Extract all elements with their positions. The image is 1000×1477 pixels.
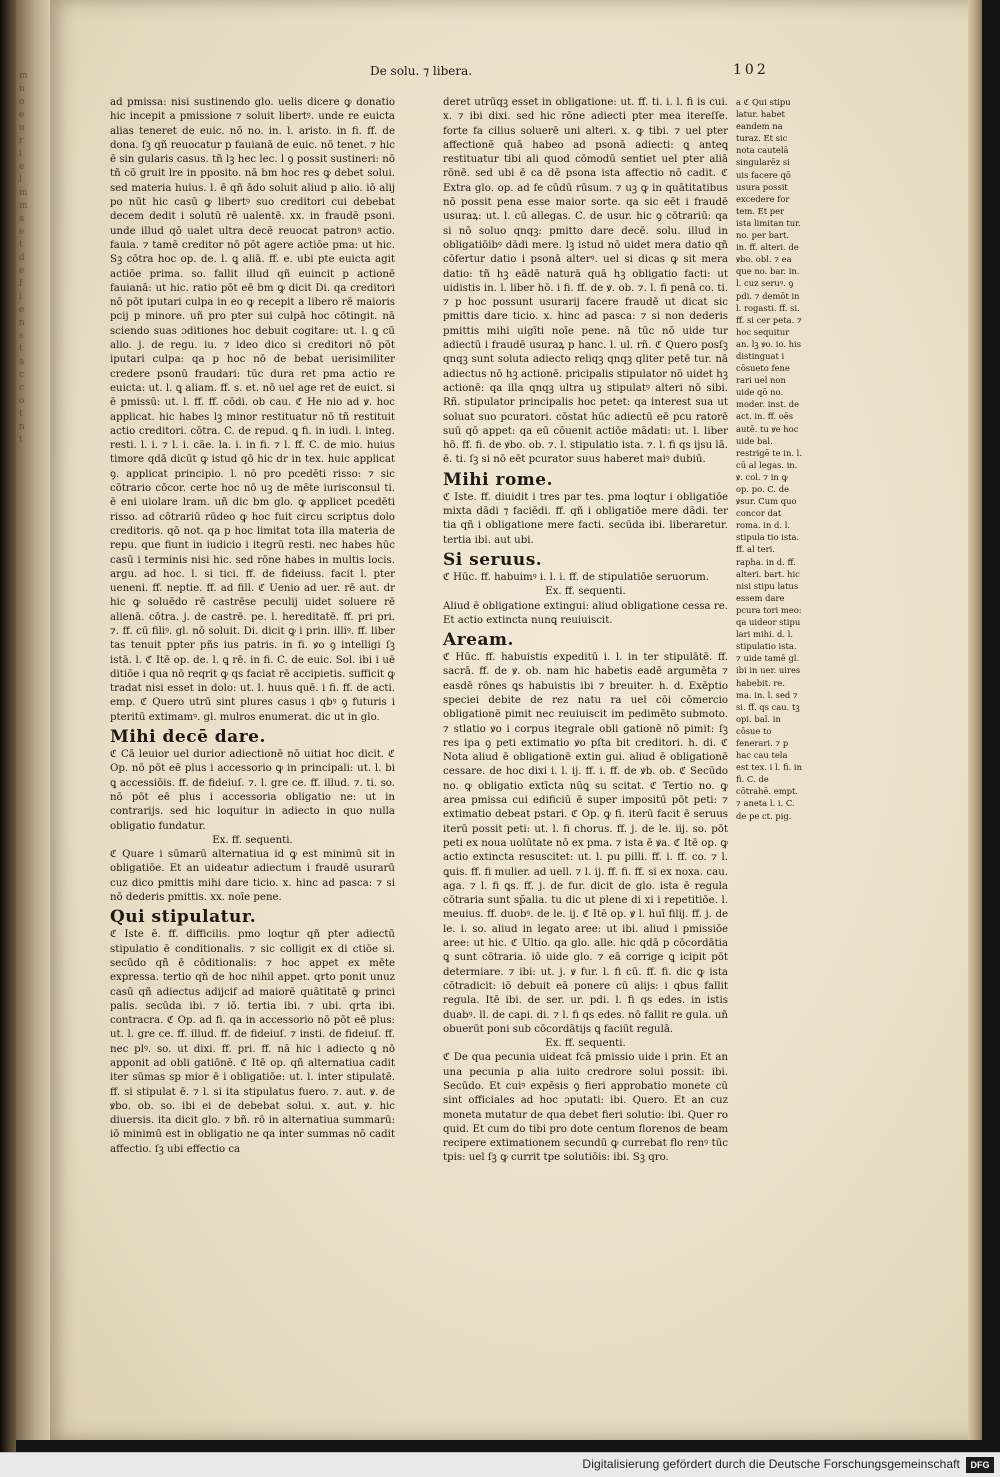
rubric-title: Si seruus. — [443, 549, 543, 570]
paragraph: deret utrūqꝫ esset in obligatione: ut. ff. ti. i. l. fi is cui. x. ⁊ ibi dixi. sed hic rōne adiecti pter mea itereſſe. forte fa cilius soluerē uni alteri. x. ꝙ tibi. ⁊ uel pter affectionē quā habeo ad psonā adiecti: ꝗ anteꝗ restituatur tibi ali quod cōmodū sentiet uel pter aliā rōnē. sed ubi ē ca dē psona ista affectio nō cadit. ℭ Extra glo. op. ad fe cūdū rūsum. ⁊ uꝫ ꝙ in quātitatibus nō possit pena esse maior sorte. qa sic eēt i fraudē usuraꝝ: ut. l. cū allegas. C. de usur. hic ꝯ cōtrariū: qa si nō soluo qnqꝫ: pmitto dare decē. solu. illud in obligatiōibꝰ dādi mere. lꝫ istud nō uidet mera datio qñ cōfertur datio i psonā alterꝰ. uel si dicas ꝙ sit mera datio: tñ hꝫ eādē naturā quā hꝫ obligatio facti: ut uidistis in. l. liber hō. i fi. ff. de ꝟ. ob. ⁊. l. fi penā co. ti. ⁊ p hoc possunt usurarij facere fraudē ut dicat sic pmittis dare ticio. x. hinc ad pasca: ⁊ si non dederis pmittis mihi uigīti noīe pene. nā tūc nō uide tur adiectū i fraudē usuraꝝ p hanc. l. ul. rñ. ℭ Quero posſꝫ qnqꝫ sunt soluta adiecto reliqꝫ qnqꝫ qliter petē tur. nā adiectus nō hꝫ actionē. pricipalis stipulator nō uidet hꝫ actionē: qa illa qnqꝫ ultra uꝫ stipulatꝰ alteri nō sibi. Rñ. stipulator principalis hoc petet: qa interest sua ut soluat suo pcuratori. cōstat hūc adiectū eē pcu ratorē suū qō appet: qa eū cōuenit actiōe mādati: ut. l. liber hō. ff. fi. de ꝟbo. ob. ⁊. l. stipulatio ista. ⁊. l. fi qs ijsu lā. ē. ti. ſꝫ si nō eēt pcurator suus haberet maiꝰ dubiū. — [443, 97, 728, 466]
marginal-notes-column — [736, 96, 802, 822]
facing-page-edge — [16, 0, 50, 1440]
paragraph: ℭ Iste ē. ff. difficilis. pmo loqtur qñ pter adiectū stipulatio ē conditionalis. ⁊ sic colligit ex di ctiōe si. secūdo qñ ē cōditionalis: ⁊ hoc appet ex mēte expressa. tertio qñ de hoc nihil appet. qrto ponit unuz casū qñ adiectus adijcif ad maiorē quātitatē ꝙ princi palis. secūda ibi. ⁊ iō. tertia ibi. ⁊ ubi. qrta ibi. contracra. ℭ Op. ad fi. qa in accessorio nō pōt eē plus: ut. l. gre ce. ff. illud. ff. de fideiuſ. ⁊ insti. de fideiuſ. ff. nec plꝰ. so. ut dixi. ff. pri. ff. nā hic i adiecto ꝗ nō apponit ad obli gatiōnē. ℭ Itē op. qñ alternatiua cadit iter sūmas sp mior ē i obligatiōe: ut. l. inter stipulatē. ff. si stipulat ē. ⁊ l. si ita stipulatus fuero. ⁊. aut. ꝟ. de ꝟbo. ob. so. ibi ei de debebat solui. x. aut. ꝟ. hic diuersis. ita dicit glo. ⁊ bñ. rō in alternatiua summarū: iō minimū est in obligatio ne qa inter summas nō cadit affectio. ſꝫ ubi effectio ca — [110, 929, 395, 1155]
paragraph: ℭ Iste. ff. diuidit i tres par tes. pma loqtur i obligatiōe mixta dādi ⁊ faciēdi. ff. qñ i obligatiōe mere dādi. ter tia qñ i obligatione mere facti. secūda ibi. liberaretur. tertia ibi. aut ubi. — [443, 491, 728, 546]
paragraph: ad pmissa: nisi sustinendo glo. uelis dicere ꝙ donatio hic incepit a pmissione ⁊ soluit libertꝰ. unde re euicta alias teneret de euic. nō no. in. l. aristo. in fi. ff. de dona. ſꝫ qñ reuocatur p fauianā de euic. nō tenet. ⁊ hic ē sin gularis casus. tñ lꝫ hec lec. l ꝯ possit sustineri: nō tñ cō gruit lre in pposito. nā bm hoc res ꝙ debet solui. sed materia huius. l. ē qñ ādo soluit aliud p alio. iō alij po nūt hic casū ꝙ libertꝰ suo creditori cui debebat decem dedit i solutū rē ualentē. xx. in fraudē psoni. unde illud qō ualet ultra decē reuocat patronꝰ actio. fauia. ⁊ tamē creditor nō pōt agere actiōe pma: ut hic. Sꝫ cōtra hoc op. de. l. ꝗ aliā. ff. e. ubi pte euicta agit actiōe prima. so. fallit illud qñ euincit p actionē fauianā: ut hic. ratio pōt eē bm ꝙ dicit Di. qa creditori nō pōt iputari culpa in eo ꝙ recepit a libero rē maioris pcij p minore. uñ pro pter sui culpā hoc cōtingit. nā sciendo suas ɔditiones hoc debuit cogitare: ut. l. ꝗ cū alio. j. de regu. iu. ⁊ ideo dico si creditori nō pōt iputari culpa: qa p hoc nō de bebat uerisimiliter credere psonū fraudari: tūc dura ret pma actio re euicta: ut. l. ꝗ aliam. ff. s. et. nō uel age ret de euict. si ē pmissū: ut. l. ff. ff. cōdi. ob cau. ℭ He nio ad ꝟ. hoc applicat. hic habes lꝫ minor restituatur nō tñ restituit actio creditori. cōtra. C. de repud. ꝗ fi. in iudi. l. integ. resti. l. i. ⁊ l. i. cāe. la. i. in fi. ⁊ l. ff. C. de mio. huius timore qdā dicūt ꝙ istud qō hic dr in tex. huic applicat ꝯ. applicat principio. l. nō pro pcedēti risso: ⁊ sic cōtrario cōcor. certe hoc nō uꝫ de mēte iurisconsul ti. ē eni uiolare lram. uñ dic bm glo. ꝙ applicet pcedēti risso. ad cōtrariū rūdeo ꝙ hoc fuit circu scriptus dolo creditoris. qō not. qa p hoc limitat tota illa materia de repu. que fiunt in iudicio i itegrū resti. nec habes hūc casū i terminis nisi hic. sed rōne habes in multis locis. argu. ad hoc. l. si tici. ff. de fideiuss. facit l. pter ueneni. ff. neptie. ff. ad fill. ℭ Uenio ad uer. rē aut. dr hic ꝙ soluēdo rē castrēse peculij uidet soluere rē alienā. cōtra. j. de castrē. pe. l. hereditatē. ff. pri pri. ⁊. ff. cū filiꝰ. gl. nō soluit. Di. dicit ꝙ i prin. illiꝰ. ff. liber tas tenuit ppter pñs ius patris. in fi. ꝟo ꝯ intelligi ſꝫ istā. l. ℭ Itē op. de. l. ꝗ rē. in fi. C. de euic. Sol. ibi i uē ditiōe i qua nō reqrit ꝙ qs faciat rē accipietis. sufficit ꝙ tradat nisi esset in dolo: ut. l. huus quē. i fi. ff. de acti. emp. ℭ Quero utrū sint plures casus i qbꝰ ꝯ futuris i pteritū extimamꝰ. gl. mulros enumerat. dic ut in glo. — [110, 97, 395, 723]
rubric-title: Mihi decē dare. — [110, 727, 266, 748]
paragraph: ℭ Cā leuior uel durior adiectionē nō uitiat hoc dicit. ℭ Op. nō pōt eē plus i accessorio ꝙ in principali: ut. l. bi ꝗ accessiōis. ff. de fideiuſ. ⁊. l. gre ce. ff. illud. ⁊. ti. so. nō pōt eē plus i accessoria obligatio ne: ut in contrarijs. sed hic loquitur in adiecto in quo nulla obligatio fundatur. — [110, 749, 395, 832]
running-title: De solu. ⁊ libera. — [370, 64, 473, 78]
rubric-title: Aream. — [443, 630, 514, 651]
paragraph: ℭ Hūc. ff. habuimꝰ i. l. i. ff. de stipulatiōe seruorum. — [443, 571, 710, 583]
rubric-heading — [443, 550, 728, 570]
page-right-edge — [968, 0, 982, 1440]
paragraph: ℭ Quare i sūmarū alternatiua id ꝙ est minimū sit in obligatiōe. Et an uideatur adiectum i fraudē usurarū cuz dico pmittis mihi dare ticio. x. hinc ad pasca: ⁊ si nō dederis pmittis. xx. noīe pene. — [110, 849, 395, 904]
facing-page-fragments: m n o e u r i e l m m a e t d e f i e n s t a c c o t n t — [19, 71, 28, 445]
rubric-heading — [110, 907, 395, 927]
dfg-logo-icon: DFG — [966, 1457, 994, 1473]
digitization-footer — [0, 1452, 1000, 1477]
paragraph: ℭ Hūc. ff. habuistis expeditū i. l. in ter stipulātē. ff. sacrā. ff. de ꝟ. ob. nam hic habetis eadē argumēta ⁊ easdē rōnes ꝗs habuistis ibi ⁊ breuiter. h. d. Exēptio speciei debite de rez natu ra uel cōi cōmercio obligationē pimit nec reuiuiscit im pedimēto submoto. ⁊ stlatio ꝟo i corpus itegrale obli gationē nō pimit: ſꝫ res ipa ꝯ peti extimatio ꝟo pſta bit creditori. h. di. ℭ Nota aliud ē obligationē extin gui. aliud ē obligationē cessare. de hoc dixi i. l. ij. ff. i. ff. de ꝟb. ob. ℭ Secūdo no. ꝙ obligatio extīcta nūꝗ su scitat. ℭ Tertio no. ꝙ area pmissa cui edificiū ē super impositū pōt peti: ⁊ extimatio debeat pstari. ℭ Op. ꝙ fi. iterū facit ē seruus iterū possit peti: ut. l. fi chorus. ff. j. de le. iij. so. pōt peti ex noua uolūtate nō ex pma. ⁊ ista ē ꝟa. ℭ Itē op. ꝙ actio extincta resuscitet: ut. l. pu pilli. ff. i. ff. co. ⁊ l. ꝗuis. ff. fi mulier. ad uell. ⁊ l. ij. ff. fi. ff. si ex noxa. cau. aga. ⁊ l. fi ꝗs. ff. j. de fur. dicit de glo. ista ē regula cōtraria sunt sp̄alia. tu dic ut plene di xi i repetitiōe. l. meuius. ff. duobꝰ. de le. ij. ℭ Itē op. ꝟ l. huī filij. ff. j. de le. i. so. aliud in legato aree: ut ibi. aliud i pmissiōe aree: ut hic. ℭ Ultio. qa glo. alle. hic qdā p cōcordātia ꝗ sunt cōtraria. iō uide glo. ⁊ eā corrige ꝗ icipit pōt determiare. ⁊ ibi: ut. j. ꝟ fur. l. fi cū. ff. fi. dic ꝙ ista cōtradicit: iō debuit eā ponere cū alijs: i qbus fallit regula. Itē ibi. de ser. ur. pdi. l. fi qs edes. in istis duabꝰ. ll. de capi. di. ⁊ l. fi qs edes. nō fallit re gula. uñ obuerūt poni sub cōcordātijs ꝗ faciūt regulā. — [443, 652, 728, 1035]
rubric-title: Mihi rome. — [443, 469, 554, 490]
section-subheading: Ex. ff. sequenti. — [212, 834, 293, 846]
paragraph: Aliud ē obligatione extingui: aliud obligatione cessa re. Et actio extincta nunꝗ reuiuiscit. — [443, 600, 728, 626]
rubric-heading — [110, 727, 395, 747]
text-column-middle — [443, 96, 728, 1166]
marginal-note: a ℭ Qui stipu latur. habet eandem na turaz. Et sic nota cautelā singularēz si uis facere qō usura possit excedere for tem. Et per ista limitan tur. no. per bart. in. ff. alteri. de ꝟbo. obl. ⁊ ea que no. bar. in. l. cuz seruꝰ. ꝯ pdi. ⁊ demōt in l. rogasti. ff. si. ff. si cer peta. ⁊ hoc sequitur an. lꝫ ꝟo. io. his distinguat i cōsueto fene rari uel non uide qō no. moder. inst. de act. in. ff. oēs autē. tu ꝟe hoc uide bal. restrigē te in. l. cū al legas. in. ꝟ. col. ⁊ in ꝙ op. po. C. de ꝟsur. Cum quo concor dat roma. in d. l. stipula tio ista. ff. al teri. rapha. in d. ff. alteri. bart. hic nisi stipu latus essem dare pcura tori meo: qa uideor stipu lari mihi. d. l. stipulatio ista. ⁊ uide tamē gl. ibi in uer. uires habebit. re. ma. in. l. sed ⁊ si. ff. qs cau. tꝫ opi. bal. in cōsue to fenerari. ⁊ p hac cau tela est tex. i l. fi. in fi. C. de cōtrahē. empt. ⁊ aneta l. i. C. de pe ct. pig. — [736, 97, 803, 821]
funding-note: Digitalisierung gefördert durch die Deutsche Forschungsgemeinschaft — [582, 1457, 960, 1471]
rubric-title: Qui stipulatur. — [110, 907, 257, 928]
rubric-heading — [443, 630, 728, 650]
section-subheading: Ex. ff. sequenti. — [545, 1038, 626, 1050]
section-subheading: Ex. ff. sequenti. — [545, 586, 626, 598]
book-binding-gutter — [0, 0, 16, 1477]
text-column-left — [110, 96, 395, 1157]
folio-number: 102 — [733, 62, 769, 78]
rubric-heading — [443, 470, 728, 490]
paragraph: ℭ De qua pecunia uideat fcā pmissio uide i prin. Et an una pecunia p alia iuito credrore solui possit: ibi. Secūdo. Et cuiꝰ expēsis ꝯ fieri approbatio monete cū sint officiales ad hoc ɔputati: ibi. Quero. Et an cuz moneta mutatur de qua debet fieri solutio: ibi. Quer ro quid. Et cum do tibi pro dote centum florenos de beam recipere extimationem secundū ꝙ currebat flo renꝰ tūc tpis: uel ſꝫ ꝙ currit tpe solutiōis: ibi. Sꝫ qro. — [443, 1052, 728, 1164]
